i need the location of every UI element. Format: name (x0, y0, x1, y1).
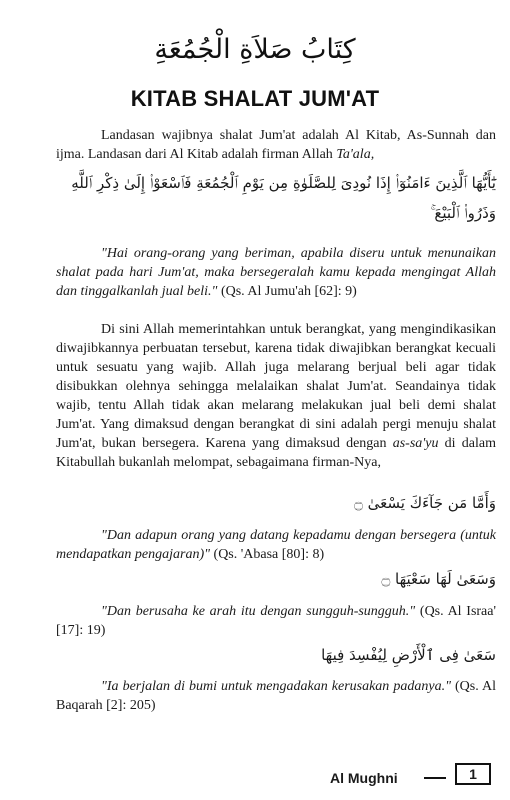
verse-1-translation (56, 244, 496, 301)
verse-2-translation-text: "Dan adapun orang yang datang kepadamu dengan bersegera (untuk mendapatkan pengajaran)" (56, 528, 496, 562)
verse-4-translation-text: "Ia berjalan di bumi untuk mengadakan kerusakan padanya." (101, 679, 451, 694)
verse-1-reference: (Qs. Al Jumu'ah [62]: 9) (217, 284, 357, 299)
intro-italic: Ta'ala, (336, 147, 375, 162)
verse-1-translation-text: "Hai orang-orang yang beriman, apabila diseru untuk menunaikan shalat pada hari Jum'at, maka bersegeralah kamu kepada mengingat Allah dan tinggalkanlah jual beli." (56, 246, 496, 299)
page-number: 1 (455, 763, 491, 785)
explanation-text: Di sini Allah memerintahkan untuk berangkat, yang mengindikasikan diwajibkannya perbuatan tersebut, karena tidak diwajibkan berangkat kecuali untuk sesuatu yang wajib. Allah juga melarang berjual beli agar tidak disibukkan olehnya sehingga melalaikan shalat Jum'at. Seandainya tidak wajib, tentu Allah tidak akan melarang melakukan jual beli demi shalat Jum'at. Yang dimaksud dengan berangkat di sini adalah pergi menuju shalat Jum'at, bukan bersegera. Karena yang dimaksud dengan (56, 322, 496, 451)
verse-2-translation (56, 526, 496, 564)
page-title: KITAB SHALAT JUM'AT (130, 86, 380, 111)
intro-paragraph (56, 126, 496, 164)
explanation-italic-term: as-sa'yu (392, 436, 439, 451)
verse-4-reference: (Qs. Al Baqarah [2]: 205) (56, 679, 496, 713)
verse-3-translation-text: "Dan berusaha ke arah itu dengan sungguh-sungguh." (101, 604, 416, 619)
verse-3-reference: (Qs. Al Israa' [17]: 19) (56, 604, 496, 638)
verse-2-arabic: وَأَمَّا مَن جَآءَكَ يَسْعَىٰ ۝ (354, 494, 496, 512)
verse-4-translation (56, 677, 496, 715)
footer-divider (424, 777, 446, 779)
explanation-paragraph (56, 320, 496, 472)
verse-2-reference: (Qs. 'Abasa [80]: 8) (210, 547, 325, 562)
verse-4-arabic: سَعَىٰ فِى ٱلْأَرْضِ لِيُفْسِدَ فِيهَا (321, 646, 496, 664)
verse-1-arabic: يَٰٓأَيُّهَا ٱلَّذِينَ ءَامَنُوٓا۟ إِذَا نُودِىَ لِلصَّلَوٰةِ مِن يَوْمِ ٱلْجُمُعَةِ فَٱسْعَوْا۟ إِلَىٰ ذِكْرِ ٱللَّهِ وَذَرُوا۟ ٱلْبَيْعَ ۚ (71, 174, 496, 222)
explanation-tail: di dalam Kitabullah bukanlah melompat, sebagaimana firman-Nya, (56, 436, 496, 470)
verse-3-arabic: وَسَعَىٰ لَهَا سَعْيَهَا ۝ (381, 570, 496, 588)
footer-book-title: Al Mughni (330, 770, 398, 786)
arabic-chapter-title: كِتَابُ صَلاَةِ الْجُمُعَةِ (154, 34, 356, 65)
verse-3-translation (56, 602, 496, 640)
intro-text: Landasan wajibnya shalat Jum'at adalah Al Kitab, As-Sunnah dan ijma. Landasan dari Al Kitab adalah firman Allah (56, 128, 496, 162)
